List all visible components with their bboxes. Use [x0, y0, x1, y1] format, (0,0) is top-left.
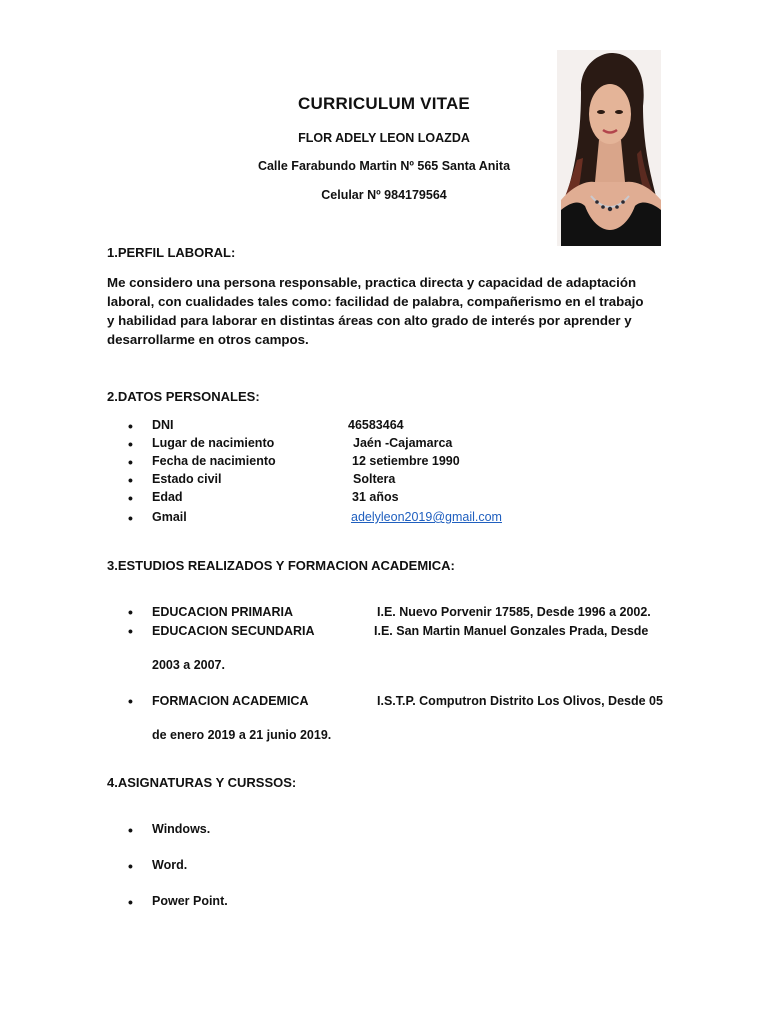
cv-title: CURRICULUM VITAE — [298, 94, 470, 113]
datos-value-edad: 31 años — [352, 490, 399, 504]
bullet-icon: • — [128, 693, 133, 709]
estudios-label-primaria: EDUCACION PRIMARIA — [152, 605, 293, 619]
bullet-icon: • — [128, 858, 133, 874]
section-heading-estudios: 3.ESTUDIOS REALIZADOS Y FORMACION ACADEMICA: — [107, 558, 455, 573]
datos-label-fecha: Fecha de nacimiento — [152, 454, 276, 468]
datos-value-dni: 46583464 — [348, 418, 404, 432]
datos-value-lugar: Jaén -Cajamarca — [353, 436, 453, 450]
estudios-value-secundaria: I.E. San Martin Manuel Gonzales Prada, Desde — [374, 624, 649, 638]
profile-photo — [557, 50, 661, 246]
estudios-value-primaria: I.E. Nuevo Porvenir 17585, Desde 1996 a 2002. — [377, 605, 651, 619]
section-heading-datos: 2.DATOS PERSONALES: — [107, 389, 260, 404]
curso-item-windows: Windows. — [152, 822, 211, 836]
email-link[interactable]: adelyleon2019@gmail.com — [351, 510, 502, 524]
datos-label-gmail: Gmail — [152, 510, 187, 524]
estudios-label-secundaria: EDUCACION SECUNDARIA — [152, 624, 315, 638]
candidate-name: FLOR ADELY LEON LOAZDA — [298, 131, 470, 145]
section-heading-perfil: 1.PERFIL LABORAL: — [107, 245, 236, 260]
datos-value-fecha: 12 setiembre 1990 — [352, 454, 460, 468]
bullet-icon: • — [128, 604, 133, 620]
estudios-value-formacion: I.S.T.P. Computron Distrito Los Olivos, Desde 05 — [377, 694, 663, 708]
estudios-label-formacion: FORMACION ACADEMICA — [152, 694, 309, 708]
bullet-icon: • — [128, 822, 133, 838]
perfil-paragraph: Me considero una persona responsable, practica directa y capacidad de adaptación laboral, con cualidades tales como: facilidad de palabra, compañerismo en el trabajo y habilidad para laborar en distintas áreas con alto grado de interés por aprender y desarrollarme en otros campos. — [107, 275, 644, 347]
bullet-icon: • — [128, 894, 133, 910]
bullet-icon: • — [128, 510, 133, 526]
estudios-cont-formacion: de enero 2019 a 21 junio 2019. — [152, 728, 332, 742]
datos-label-lugar: Lugar de nacimiento — [152, 436, 275, 450]
curso-item-word: Word. — [152, 858, 188, 872]
bullet-icon: • — [128, 436, 133, 452]
estudios-cont-secundaria: 2003 a 2007. — [152, 658, 225, 672]
bullet-icon: • — [128, 490, 133, 506]
bullet-icon: • — [128, 472, 133, 488]
curso-item-powerpoint: Power Point. — [152, 894, 228, 908]
candidate-phone: Celular Nº 984179564 — [321, 188, 447, 202]
bullet-icon: • — [128, 454, 133, 470]
datos-label-dni: DNI — [152, 418, 174, 432]
datos-value-estado: Soltera — [353, 472, 396, 486]
datos-label-estado: Estado civil — [152, 472, 222, 486]
datos-label-edad: Edad — [152, 490, 183, 504]
candidate-address: Calle Farabundo Martin Nº 565 Santa Anita — [257, 159, 511, 173]
bullet-icon: • — [128, 418, 133, 434]
section-heading-cursos: 4.ASIGNATURAS Y CURSSOS: — [107, 775, 297, 790]
bullet-icon: • — [128, 623, 133, 639]
